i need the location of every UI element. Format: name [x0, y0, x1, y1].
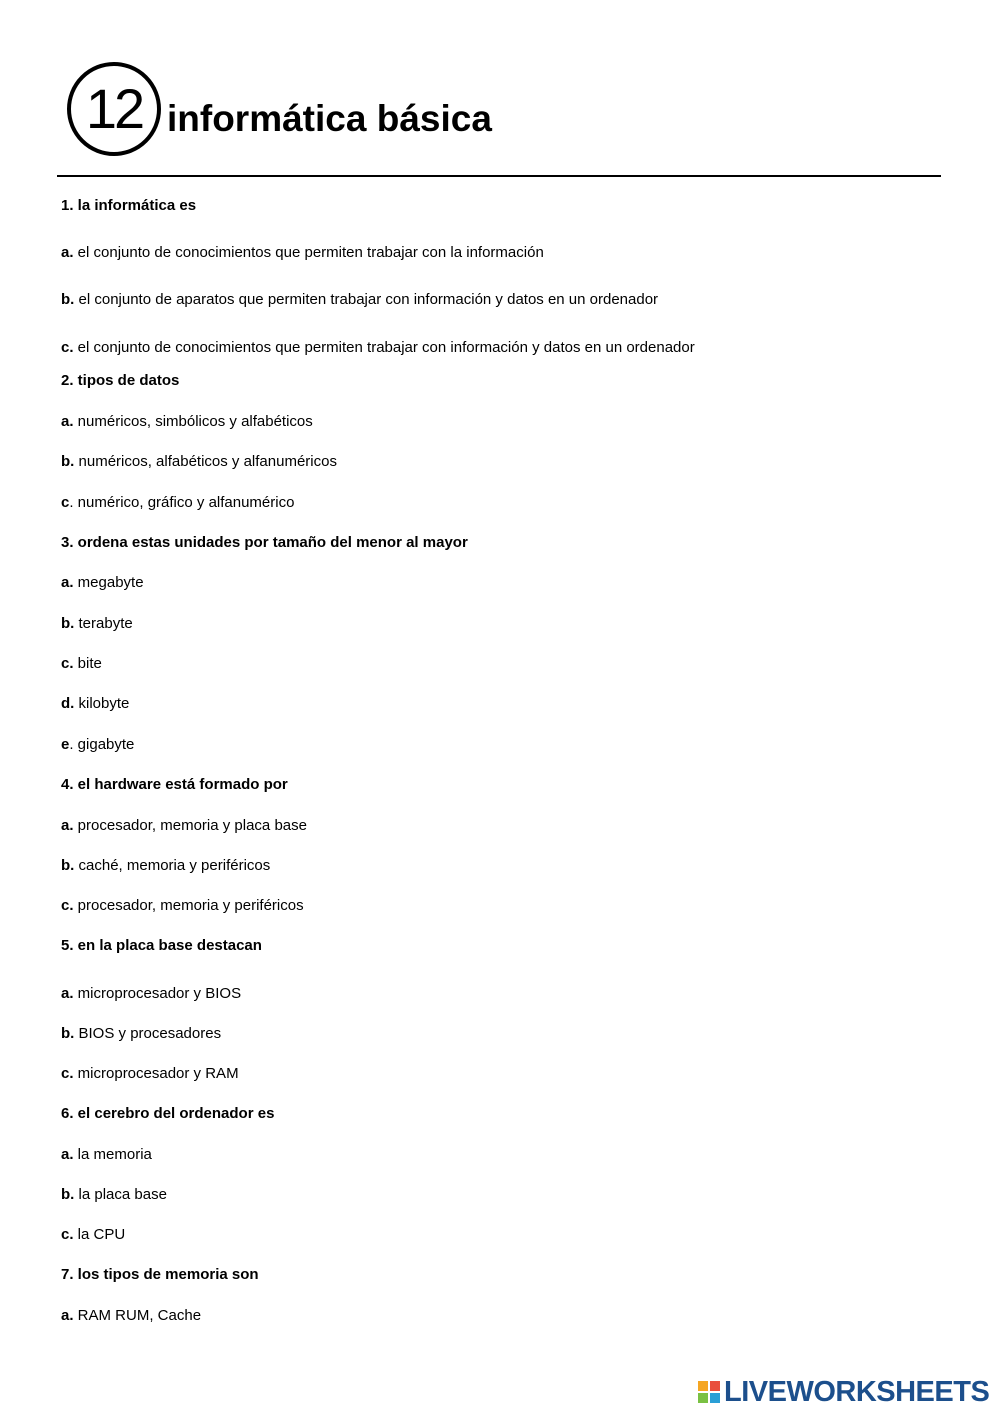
unit-number: 12 [85, 77, 143, 140]
answer-option [61, 453, 337, 471]
answer-option [61, 985, 241, 1003]
header-divider [57, 175, 941, 177]
option-text: el conjunto de conocimientos que permiten trabajar con información y datos en un ordenador [73, 339, 695, 356]
option-letter: c. [61, 897, 74, 914]
option-text: terabyte [74, 615, 133, 632]
option-text: la CPU [73, 1226, 126, 1243]
option-letter: a. [61, 1146, 74, 1163]
option-text: megabyte [73, 574, 144, 591]
answer-option [61, 655, 102, 673]
option-text: numéricos, simbólicos y alfabéticos [73, 413, 313, 430]
answer-option [61, 494, 294, 512]
option-text: el conjunto de aparatos que permiten trabajar con información y datos en un ordenador [74, 291, 659, 308]
option-text: procesador, memoria y placa base [73, 817, 307, 834]
option-letter: c. [61, 1065, 74, 1082]
option-letter: a. [61, 985, 74, 1002]
option-text: numéricos, alfabéticos y alfanuméricos [74, 453, 337, 470]
answer-option [61, 736, 134, 754]
answer-option [61, 244, 544, 262]
option-letter: b. [61, 1025, 75, 1042]
option-letter: c. [61, 655, 74, 672]
option-text: microprocesador y BIOS [73, 985, 242, 1002]
answer-option [61, 857, 270, 875]
question-text: 2. tipos de datos [61, 372, 180, 389]
option-letter: a. [61, 1307, 74, 1324]
answer-option [61, 817, 307, 835]
answer-option [61, 1186, 167, 1204]
option-letter: c. [61, 1226, 74, 1243]
logo-squares-icon [698, 1381, 720, 1403]
answer-option [61, 1065, 239, 1083]
option-text: . gigabyte [69, 736, 135, 753]
answer-option [61, 1307, 201, 1325]
answer-option [61, 1226, 125, 1244]
answer-option [61, 695, 129, 713]
option-text: RAM RUM, Cache [73, 1307, 202, 1324]
answer-option [61, 1025, 221, 1043]
option-text: kilobyte [74, 695, 130, 712]
option-text: . numérico, gráfico y alfanumérico [69, 494, 295, 511]
unit-number-badge [67, 62, 161, 156]
answer-option [61, 413, 313, 431]
option-letter: a. [61, 574, 74, 591]
option-letter: d. [61, 695, 75, 712]
option-letter: a. [61, 244, 74, 261]
answer-option [61, 339, 695, 357]
option-text: el conjunto de conocimientos que permiten trabajar con la información [73, 244, 544, 261]
answer-option [61, 574, 144, 592]
option-letter: b. [61, 1186, 75, 1203]
logo-square [698, 1381, 708, 1391]
option-letter: c. [61, 339, 74, 356]
option-letter: a. [61, 413, 74, 430]
option-text: bite [73, 655, 102, 672]
logo-text: LIVEWORKSHEETS [724, 1375, 990, 1408]
option-letter: c [61, 494, 70, 511]
option-letter: a. [61, 817, 74, 834]
question-text: 4. el hardware está formado por [61, 776, 288, 793]
option-text: procesador, memoria y periféricos [73, 897, 304, 914]
option-text: la placa base [74, 1186, 167, 1203]
question-text: 6. el cerebro del ordenador es [61, 1105, 275, 1122]
liveworksheets-logo [698, 1375, 990, 1408]
option-letter: b. [61, 291, 75, 308]
question-text: 7. los tipos de memoria son [61, 1266, 259, 1283]
option-text: caché, memoria y periféricos [74, 857, 271, 874]
answer-option [61, 615, 133, 633]
option-letter: e [61, 736, 70, 753]
answer-option [61, 1146, 152, 1164]
question-text: 1. la informática es [61, 197, 197, 214]
logo-square [710, 1381, 720, 1391]
question-text: 5. en la placa base destacan [61, 937, 262, 954]
logo-square [698, 1393, 708, 1403]
option-letter: b. [61, 615, 75, 632]
option-text: microprocesador y RAM [73, 1065, 239, 1082]
option-letter: b. [61, 857, 75, 874]
answer-option [61, 897, 304, 915]
logo-square [710, 1393, 720, 1403]
question-text: 3. ordena estas unidades por tamaño del menor al mayor [61, 534, 468, 551]
option-letter: b. [61, 453, 75, 470]
worksheet-title: informática básica [167, 98, 492, 139]
option-text: la memoria [73, 1146, 152, 1163]
answer-option [61, 291, 658, 309]
option-text: BIOS y procesadores [74, 1025, 222, 1042]
